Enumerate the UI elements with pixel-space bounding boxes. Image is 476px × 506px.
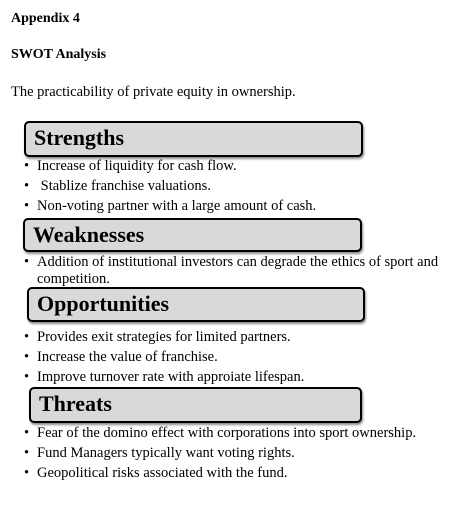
- threats-header-box: [29, 387, 362, 423]
- strengths-header-box: [24, 121, 363, 157]
- list-item-text: Provides exit strategies for limited partners.: [37, 329, 291, 345]
- weaknesses-header-box: [23, 218, 362, 252]
- list-item-text: Geopolitical risks associated with the fund.: [37, 465, 288, 481]
- bullet-icon: •: [24, 425, 30, 441]
- list-item: [24, 329, 464, 346]
- list-item-text: Improve turnover rate with approiate lifespan.: [37, 369, 305, 385]
- list-item: [24, 445, 464, 462]
- strengths-heading: Strengths: [34, 125, 125, 150]
- list-item: [24, 198, 464, 215]
- list-item-text: Addition of institutional investors can degrade the ethics of sport and competition.: [37, 254, 439, 287]
- weaknesses-list: [24, 254, 464, 291]
- list-item-text: Increase of liquidity for cash flow.: [37, 158, 237, 174]
- bullet-icon: •: [24, 349, 30, 365]
- list-item: [24, 178, 464, 195]
- bullet-icon: •: [24, 445, 30, 461]
- list-item-text: Fear of the domino effect with corporations into sport ownership.: [37, 425, 417, 441]
- bullet-icon: •: [24, 329, 30, 345]
- threats-heading: Threats: [39, 391, 112, 416]
- list-item-text: Fund Managers typically want voting rights.: [37, 445, 295, 461]
- bullet-icon: •: [24, 465, 30, 481]
- opportunities-list: [24, 329, 464, 389]
- list-item: [24, 425, 464, 442]
- list-item: [24, 349, 464, 366]
- bullet-icon: •: [24, 254, 30, 270]
- list-item: [24, 158, 464, 175]
- opportunities-heading: Opportunities: [37, 291, 170, 316]
- list-item: [24, 254, 464, 288]
- list-item-text: Increase the value of franchise.: [37, 349, 218, 365]
- list-item-text: Stablize franchise valuations.: [37, 178, 211, 194]
- intro-paragraph: The practicability of private equity in ownership.: [11, 84, 296, 100]
- bullet-icon: •: [24, 198, 30, 214]
- bullet-icon: •: [24, 158, 30, 174]
- threats-list: [24, 425, 464, 485]
- list-item: [24, 369, 464, 386]
- strengths-list: [24, 158, 464, 218]
- list-item-text: Non-voting partner with a large amount of cash.: [37, 198, 317, 214]
- document-title: SWOT Analysis: [11, 47, 107, 62]
- bullet-icon: •: [24, 369, 30, 385]
- weaknesses-heading: Weaknesses: [33, 222, 145, 247]
- bullet-icon: •: [24, 178, 30, 194]
- list-item: [24, 465, 464, 482]
- appendix-heading: Appendix 4: [11, 11, 80, 26]
- opportunities-header-box: [27, 287, 365, 322]
